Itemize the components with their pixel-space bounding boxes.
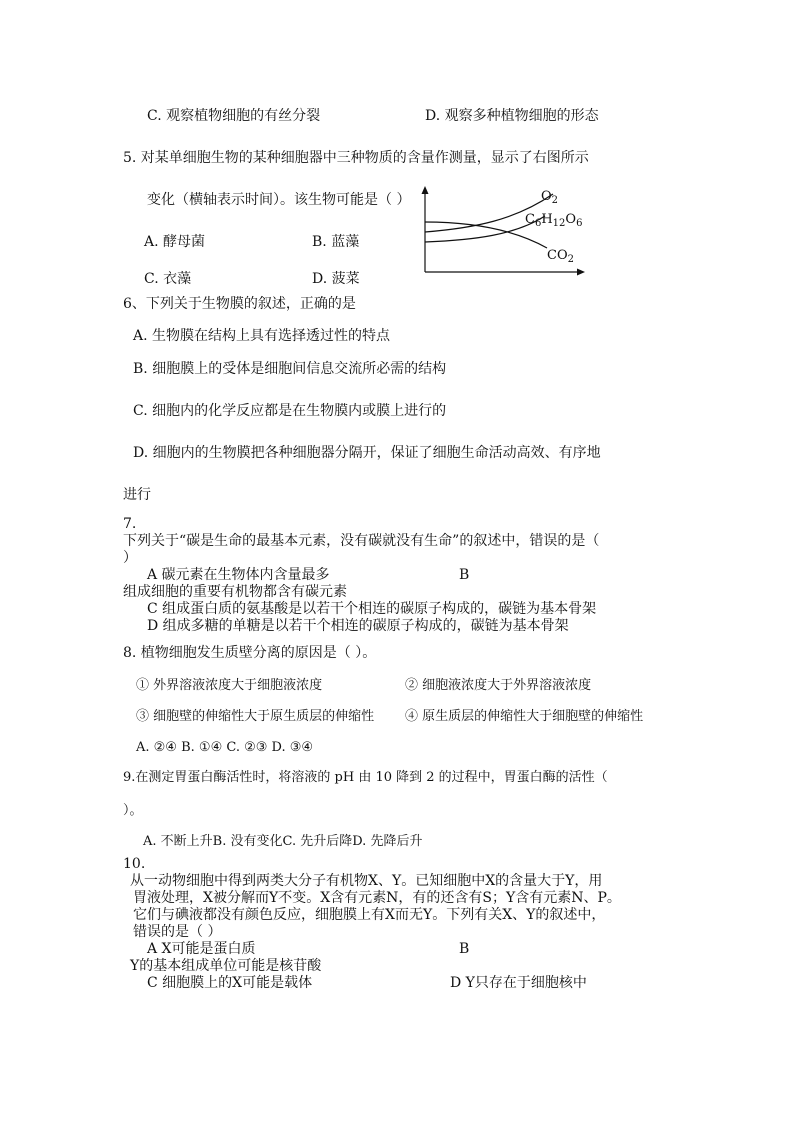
q6-stem: 6、下列关于生物膜的叙述，正确的是 — [123, 296, 356, 312]
graph-label-co2: $CO_2$ — [547, 248, 574, 265]
q9-stem-line2: ）。 — [123, 803, 143, 818]
q10-number: 10. — [123, 856, 146, 872]
q10-option-d: D Y只存在于细胞核中 — [450, 975, 587, 991]
q6-option-d-line1: D. 细胞内的生物膜把各种细胞器分隔开，保证了细胞生命活动高效、有序地 — [133, 445, 601, 461]
q10-stem-line2: 胃液处理，X被分解而Y不变。X含有元素N，有的还含有S；Y含有元素N、P。 — [133, 890, 621, 906]
graph-x-arrow — [577, 269, 585, 276]
q5-option-b: B. 蓝藻 — [312, 234, 360, 250]
q6-option-a: A. 生物膜在结构上具有选择透过性的特点 — [133, 328, 391, 344]
graph-label-o2: $O_2$ — [541, 189, 559, 206]
q7-option-c: C 组成蛋白质的氨基酸是以若干个相连的碳原子构成的，碳链为基本骨架 — [147, 601, 597, 617]
q9-stem-line1: 9.在测定胃蛋白酶活性时，将溶液的 pH 由 10 降到 2 的过程中，胃蛋白酶的活性（ — [123, 770, 608, 785]
q6-option-c: C. 细胞内的化学反应都是在生物膜内或膜上进行的 — [133, 403, 447, 419]
graph-label-c6h12o6: $C_6H_{12}O_6$ — [525, 212, 583, 229]
q10-option-b-letter: B — [459, 941, 470, 957]
q7-option-d: D 组成多糖的单糖是以若干个相连的碳原子构成的，碳链为基本骨架 — [147, 618, 569, 634]
q10-option-a: A X可能是蛋白质 — [147, 941, 256, 957]
q8-stem: 8. 植物细胞发生质壁分离的原因是（ ）。 — [123, 645, 377, 661]
q10-option-b: Y的基本组成单位可能是核苷酸 — [130, 958, 322, 974]
q8-item-3: ③ 细胞壁的伸缩性大于原生质层的伸缩性 — [136, 709, 375, 724]
q7-stem-line1: 下列关于“碳是生命的最基本元素，没有碳就没有生命”的叙述中，错误的是（ — [123, 533, 600, 549]
q7-stem-line2: ） — [123, 550, 137, 566]
q10-option-c: C 细胞膜上的X可能是载体 — [147, 975, 313, 991]
q10-stem-line3: 它们与碘液都没有颜色反应，细胞膜上有X而无Y。下列有关X、Y的叙述中， — [133, 907, 606, 923]
q5-graph — [415, 180, 595, 280]
q4-option-c: C. 观察植物细胞的有丝分裂 — [147, 108, 321, 124]
q5-option-d: D. 菠菜 — [312, 271, 360, 287]
q8-item-4: ④ 原生质层的伸缩性大于细胞壁的伸缩性 — [405, 709, 644, 724]
q5-option-c: C. 衣藻 — [144, 271, 192, 287]
q10-stem-line1: 从一动物细胞中得到两类大分子有机物X、Y。已知细胞中X的含量大于Y，用 — [130, 873, 603, 889]
q7-option-a: A 碳元素在生物体内含量最多 — [147, 567, 330, 583]
q4-option-d: D. 观察多种植物细胞的形态 — [425, 108, 599, 124]
q5-option-a: A. 酵母菌 — [144, 234, 206, 250]
graph-y-arrow — [422, 186, 429, 194]
q6-option-b: B. 细胞膜上的受体是细胞间信息交流所必需的结构 — [133, 361, 447, 377]
q8-item-1: ① 外界溶液浓度大于细胞液浓度 — [136, 678, 323, 693]
q7-option-b: 组成细胞的重要有机物都含有碳元素 — [123, 584, 347, 600]
q7-number: 7. — [123, 516, 137, 532]
q8-options: A. ②④ B. ①④ C. ②③ D. ③④ — [136, 740, 314, 755]
q10-stem-line4: 错误的是（ ） — [133, 924, 222, 940]
q6-option-d-line2: 进行 — [123, 487, 151, 503]
q7-option-b-letter: B — [459, 567, 470, 583]
q9-options: A. 不断上升B. 没有变化C. 先升后降D. 先降后升 — [143, 834, 423, 849]
q5-stem-line2: 变化（横轴表示时间）。该生物可能是（ ） — [147, 192, 411, 208]
q5-stem-line1: 5. 对某单细胞生物的某种细胞器中三种物质的含量作测量，显示了右图所示 — [123, 150, 589, 166]
q8-item-2: ② 细胞液浓度大于外界溶液浓度 — [405, 678, 592, 693]
